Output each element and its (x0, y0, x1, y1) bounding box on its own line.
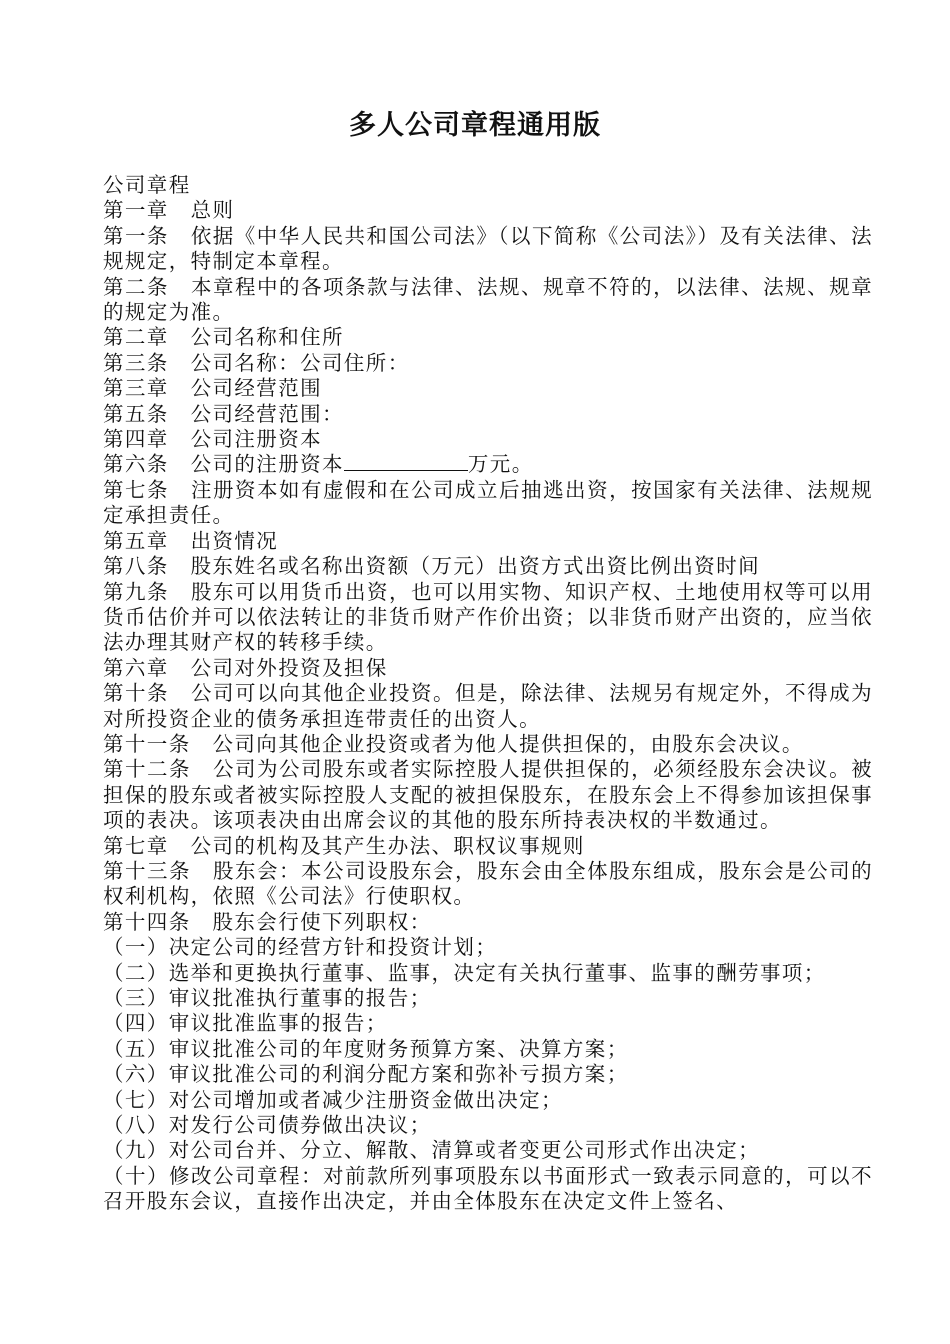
chapter-5: 第五章 出资情况 (103, 528, 279, 553)
power-item-10: （十）修改公司章程：对前款所列事项股东以书面形式一致表示同意的，可以不召开股东会议，直接作出决定，并由全体股东在决定文件上签名、 (103, 1163, 873, 1214)
document-body (103, 173, 873, 1215)
power-item-4: （四）审议批准监事的报告； (103, 1011, 388, 1036)
power-item-6: （六）审议批准公司的利润分配方案和弥补亏损方案； (103, 1062, 629, 1087)
fill-in-blank-capital (344, 452, 468, 471)
power-item-8: （八）对发行公司债券做出决议； (103, 1113, 432, 1138)
article-6-text-before: 第六条 公司的注册资本 (103, 452, 344, 477)
article-8: 第八条 股东姓名或名称出资额（万元）出资方式出资比例出资时间 (103, 554, 760, 579)
power-item-7: （七）对公司增加或者减少注册资金做出决定； (103, 1087, 563, 1112)
power-item-3: （三）审议批准执行董事的报告； (103, 986, 432, 1010)
power-item-1: （一）决定公司的经营方针和投资计划； (103, 935, 498, 960)
doc-heading: 公司章程 (103, 173, 191, 197)
article-3: 第三条 公司名称：公司住所： (103, 350, 410, 375)
article-6-text-after: 万元。 (467, 452, 534, 477)
chapter-6: 第六章 公司对外投资及担保 (103, 655, 388, 680)
article-1: 第一条 依据《中华人民共和国公司法》（以下简称《公司法》）及有关法律、法规规定，特制定本章程。 (103, 223, 873, 274)
article-5: 第五条 公司经营范围： (103, 401, 344, 426)
chapter-3: 第三章 公司经营范围 (103, 376, 322, 401)
article-12: 第十二条 公司为公司股东或者实际控股人提供担保的，必须经股东会决议。被担保的股东或者被实际控股人支配的被担保股东，在股东会上不得参加该担保事项的表决。该项表决由出席会议的其他的股东所持表决权的半数通过。 (103, 757, 873, 833)
article-6 (103, 452, 873, 477)
article-14: 第十四条 股东会行使下列职权： (103, 909, 432, 934)
article-11: 第十一条 公司向其他企业投资或者为他人提供担保的，由股东会决议。 (103, 731, 804, 756)
chapter-2: 第二章 公司名称和住所 (103, 325, 344, 350)
article-2: 第二条 本章程中的各项条款与法律、法规、规章不符的，以法律、法规、规章的规定为准。 (103, 274, 873, 325)
article-9: 第九条 股东可以用货币出资，也可以用实物、知识产权、土地使用权等可以用货币估价并可以依法转让的非货币财产作价出资；以非货币财产出资的，应当依法办理其财产权的转移手续。 (103, 579, 873, 655)
article-13: 第十三条 股东会：本公司设股东会，股东会由全体股东组成，股东会是公司的权利机构，依照《公司法》行使职权。 (103, 858, 873, 909)
chapter-1: 第一章 总则 (103, 198, 235, 223)
chapter-4: 第四章 公司注册资本 (103, 427, 322, 452)
power-item-9: （九）对公司台并、分立、解散、清算或者变更公司形式作出决定； (103, 1138, 760, 1163)
article-7: 第七条 注册资本如有虚假和在公司成立后抽逃出资，按国家有关法律、法规规定承担责任。 (103, 477, 873, 528)
power-item-5: （五）审议批准公司的年度财务预算方案、决算方案； (103, 1036, 629, 1061)
document-title: 多人公司章程通用版 (349, 110, 601, 141)
article-10: 第十条 公司可以向其他企业投资。但是，除法律、法规另有规定外，不得成为对所投资企业的债务承担连带责任的出资人。 (103, 681, 873, 731)
power-item-2: （二）选举和更换执行董事、监事，决定有关执行董事、监事的酬劳事项； (103, 960, 826, 985)
chapter-7: 第七章 公司的机构及其产生办法、职权议事规则 (103, 833, 585, 858)
